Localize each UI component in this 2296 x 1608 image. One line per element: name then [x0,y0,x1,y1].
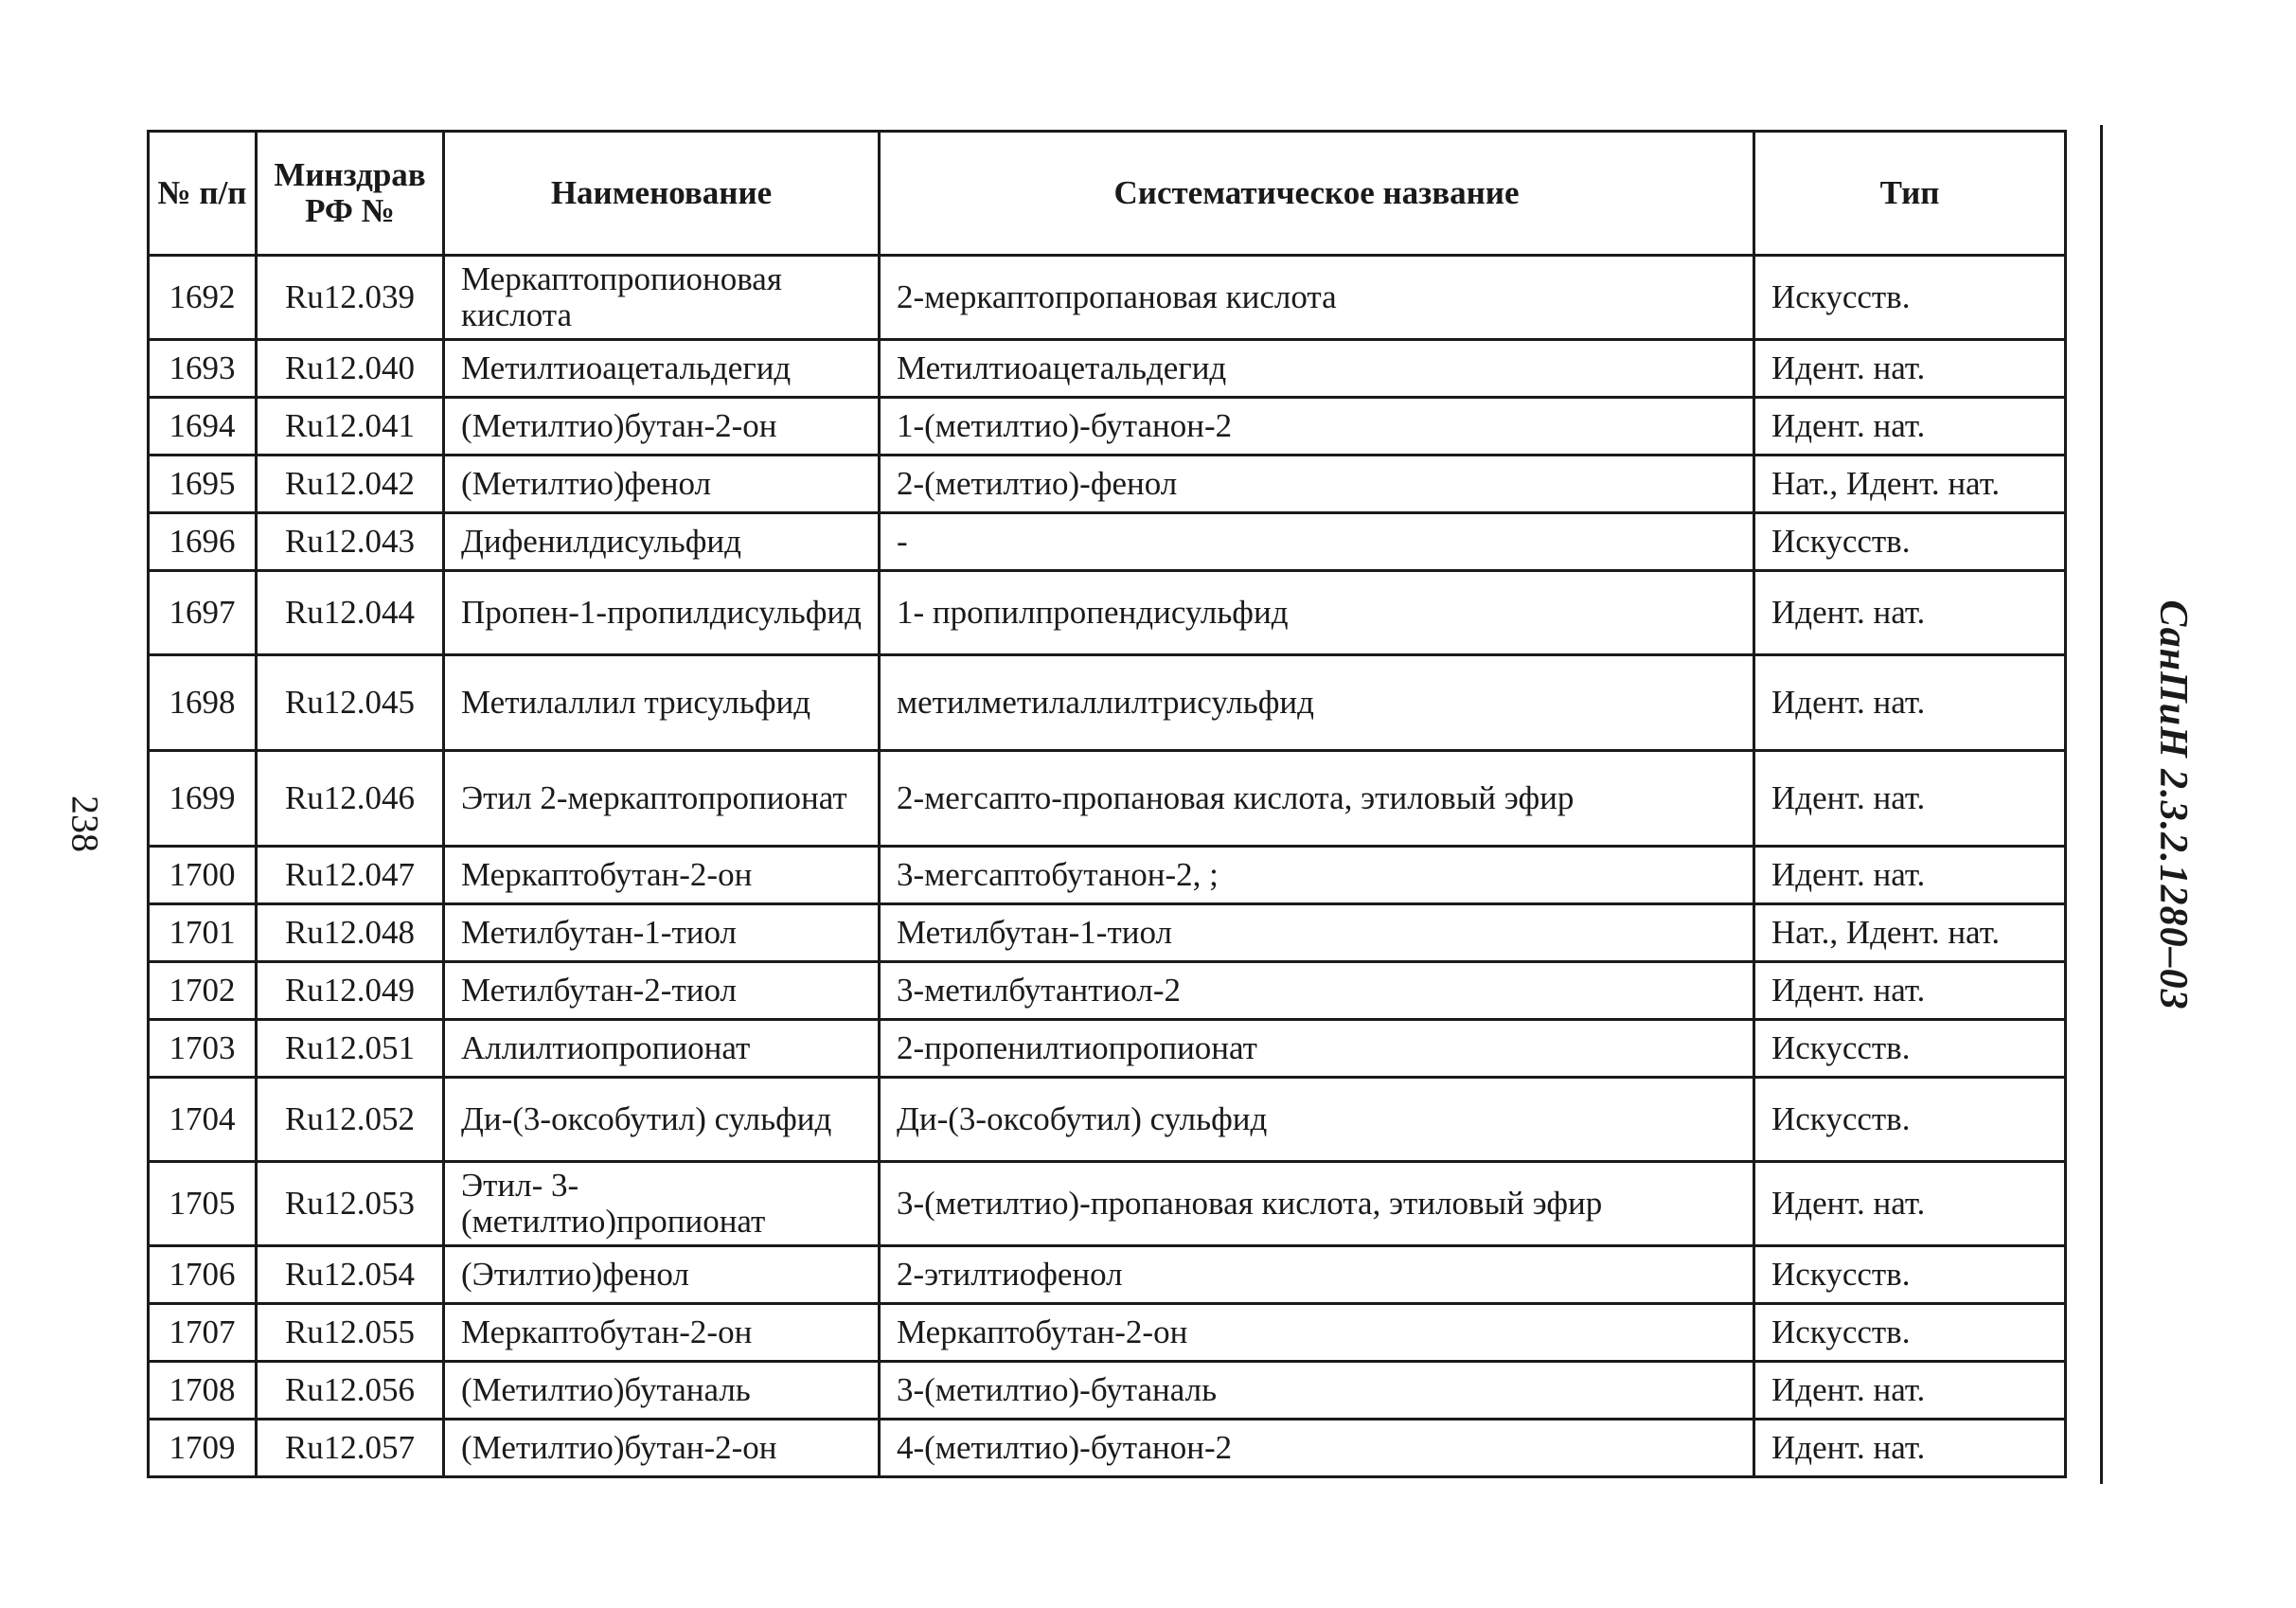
row-name: Метилбутан-2-тиол [444,962,880,1020]
row-code: Ru12.048 [257,904,444,962]
row-code: Ru12.042 [257,456,444,513]
row-num: 1703 [149,1020,257,1078]
row-num: 1696 [149,513,257,571]
table-row [149,1304,2066,1362]
row-num: 1694 [149,398,257,456]
row-name: (Этилтио)фенол [444,1246,880,1304]
row-num: 1697 [149,571,257,655]
row-num: 1702 [149,962,257,1020]
row-num: 1705 [149,1162,257,1246]
row-type: Искусств. [1754,1020,2066,1078]
row-num: 1692 [149,256,257,340]
running-title: СанПиН 2.3.2.1280–03 [2151,599,2195,1010]
row-num: 1693 [149,340,257,398]
row-name: Дифенилдисульфид [444,513,880,571]
row-systematic: Меркаптобутан-2-он [880,1304,1754,1362]
header-name: Наименование [444,132,880,256]
header-type: Тип [1754,132,2066,256]
row-num: 1695 [149,456,257,513]
row-code: Ru12.047 [257,847,444,904]
row-num: 1699 [149,751,257,847]
table-row [149,962,2066,1020]
row-systematic: метилметилаллилтрисульфид [880,655,1754,751]
row-name: Метилбутан-1-тиол [444,904,880,962]
table-row [149,513,2066,571]
row-systematic: 2-мегсапто-пропановая кислота, этиловый эфир [880,751,1754,847]
row-num: 1704 [149,1078,257,1162]
row-name: Метилтиоацетальдегид [444,340,880,398]
row-systematic: 2-пропенилтиопропионат [880,1020,1754,1078]
table-header-row [149,132,2066,256]
row-num: 1700 [149,847,257,904]
row-systematic: 3-(метилтио)-пропановая кислота, этиловый эфир [880,1162,1754,1246]
row-name: (Метилтио)бутаналь [444,1362,880,1420]
row-code: Ru12.054 [257,1246,444,1304]
page-number: 238 [63,795,107,852]
row-code: Ru12.055 [257,1304,444,1362]
row-name: Этил 2-меркаптопропионат [444,751,880,847]
row-code: Ru12.053 [257,1162,444,1246]
row-code: Ru12.039 [257,256,444,340]
row-type: Нат., Идент. нат. [1754,456,2066,513]
row-systematic: 3-мегсаптобутанон-2, ; [880,847,1754,904]
row-systematic: Ди-(3-оксобутил) сульфид [880,1078,1754,1162]
row-type: Идент. нат. [1754,398,2066,456]
row-code: Ru12.049 [257,962,444,1020]
row-type: Идент. нат. [1754,962,2066,1020]
table-row [149,1020,2066,1078]
row-systematic: - [880,513,1754,571]
table-row [149,398,2066,456]
table-row [149,456,2066,513]
row-systematic: 2-(метилтио)-фенол [880,456,1754,513]
row-type: Искусств. [1754,1246,2066,1304]
row-systematic: 2-меркаптопропановая кислота [880,256,1754,340]
row-type: Искусств. [1754,513,2066,571]
row-type: Идент. нат. [1754,847,2066,904]
row-name: Этил- 3-(метилтио)пропионат [444,1162,880,1246]
row-type: Идент. нат. [1754,655,2066,751]
row-type: Искусств. [1754,1304,2066,1362]
table-row [149,847,2066,904]
row-num: 1707 [149,1304,257,1362]
row-code: Ru12.043 [257,513,444,571]
row-name: Меркаптобутан-2-он [444,847,880,904]
row-code: Ru12.056 [257,1362,444,1420]
row-code: Ru12.052 [257,1078,444,1162]
table-row [149,1246,2066,1304]
row-code: Ru12.046 [257,751,444,847]
table-row [149,340,2066,398]
row-code: Ru12.051 [257,1020,444,1078]
row-type: Искусств. [1754,1078,2066,1162]
row-systematic: 1-(метилтио)-бутанон-2 [880,398,1754,456]
table-row [149,571,2066,655]
row-name: (Метилтио)бутан-2-он [444,1420,880,1477]
row-systematic: 3-(метилтио)-бутаналь [880,1362,1754,1420]
table-row [149,655,2066,751]
row-systematic: 4-(метилтио)-бутанон-2 [880,1420,1754,1477]
row-code: Ru12.057 [257,1420,444,1477]
table-row [149,256,2066,340]
header-systematic: Систематическое название [880,132,1754,256]
header-num: № п/п [149,132,257,256]
row-num: 1709 [149,1420,257,1477]
row-code: Ru12.041 [257,398,444,456]
row-name: Пропен-1-пропилдисульфид [444,571,880,655]
row-type: Идент. нат. [1754,571,2066,655]
row-num: 1708 [149,1362,257,1420]
row-num: 1698 [149,655,257,751]
table-body [149,256,2066,1477]
row-type: Искусств. [1754,256,2066,340]
header-code: Минздрав РФ № [257,132,444,256]
row-name: Ди-(3-оксобутил) сульфид [444,1078,880,1162]
row-code: Ru12.045 [257,655,444,751]
table-row [149,1420,2066,1477]
row-code: Ru12.040 [257,340,444,398]
row-systematic: 3-метилбутантиол-2 [880,962,1754,1020]
row-name: (Метилтио)фенол [444,456,880,513]
vertical-rule [2100,125,2103,1484]
row-num: 1701 [149,904,257,962]
row-name: Меркаптопропионовая кислота [444,256,880,340]
row-type: Идент. нат. [1754,751,2066,847]
row-systematic: Метилтиоацетальдегид [880,340,1754,398]
row-name: Аллилтиопропионат [444,1020,880,1078]
row-type: Идент. нат. [1754,340,2066,398]
row-systematic: Метилбутан-1-тиол [880,904,1754,962]
row-num: 1706 [149,1246,257,1304]
row-systematic: 1- пропилпропендисульфид [880,571,1754,655]
row-name: (Метилтио)бутан-2-он [444,398,880,456]
table-row [149,1078,2066,1162]
row-code: Ru12.044 [257,571,444,655]
table-row [149,1162,2066,1246]
row-type: Нат., Идент. нат. [1754,904,2066,962]
table-row [149,1362,2066,1420]
additives-table [147,130,2067,1478]
row-type: Идент. нат. [1754,1362,2066,1420]
row-name: Меркаптобутан-2-он [444,1304,880,1362]
table-row [149,751,2066,847]
row-name: Метилаллил трисульфид [444,655,880,751]
row-systematic: 2-этилтиофенол [880,1246,1754,1304]
table-row [149,904,2066,962]
row-type: Идент. нат. [1754,1420,2066,1477]
row-type: Идент. нат. [1754,1162,2066,1246]
